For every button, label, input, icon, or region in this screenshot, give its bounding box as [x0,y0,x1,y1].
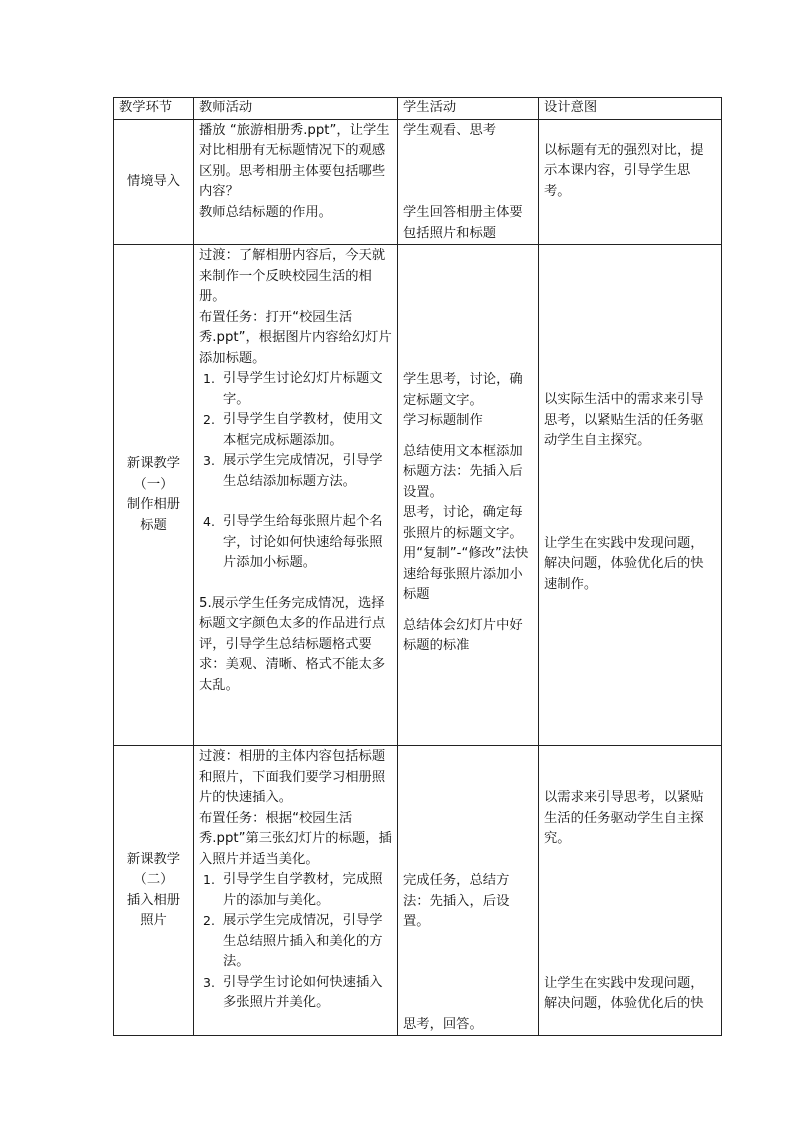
spacer [403,432,533,442]
teacher-step-list [199,369,392,574]
spacer [544,246,716,390]
spacer [403,606,533,616]
list-item [199,512,392,574]
list-item [199,410,392,451]
teacher-cell [194,119,398,245]
student-paragraph: 思考，讨论，确定每张照片的标题文字。 [403,505,523,541]
list-number: 2. [203,412,215,427]
student-cell [398,119,539,245]
student-paragraph: 总结体会幻灯片中好标题的标准 [403,617,523,653]
student-paragraph: 用“复制”-“修改”法快速给每张照片添加小标题 [403,546,529,602]
stage-cell [114,746,194,1036]
student-paragraph: 思考，回答。 [403,1016,483,1032]
stage-label: （二） [133,872,174,887]
design-paragraph: 以需求来引导思考，以紧贴生活的任务驱动学生自主探究。 [544,790,704,846]
stage-label: 新课教学 [126,851,181,867]
stage-label: 情境导入 [126,173,181,189]
table-row [114,119,722,245]
student-paragraph: 完成任务，总结方法：先插入，后设置。 [403,873,510,929]
list-number: 1. [203,872,215,887]
list-text: 引导学生讨论如何快速插入多张照片并美化。 [223,974,383,1010]
design-paragraph: 以标题有无的强烈对比，提示本课内容，引导学生思考。 [544,142,704,199]
list-number: 1. [203,371,215,386]
student-paragraph: 学生回答相册主体要包括照片和标题 [403,205,523,241]
spacer [403,246,533,370]
list-number: 2. [203,913,215,928]
student-cell [398,245,539,746]
design-cell [539,245,722,746]
header-row [114,98,722,120]
teacher-cell [194,245,398,746]
stage-label: 制作相册 [126,497,181,512]
list-number: 4. [203,514,215,529]
spacer [544,747,716,788]
student-paragraph: 学生思考，讨论，确定标题文字。 [403,372,523,408]
design-paragraph: 以实际生活中的需求来引导思考，以紧贴生活的任务驱动学生自主探究。 [544,392,704,448]
list-item [199,973,392,1014]
spacer [544,850,716,974]
list-text: 引导学生讨论幻灯片标题文字。 [223,371,383,407]
table-row [114,245,722,746]
list-text: 引导学生给每张照片起个名字，讨论如何快速给每张照片添加小标题。 [223,514,383,570]
stage-cell [114,245,194,746]
design-cell [539,119,722,245]
stage-label: 新课教学 [126,456,181,471]
spacer [544,121,716,141]
teacher-cell [194,746,398,1036]
header-design: 设计意图 [539,98,722,120]
stage-label: 插入相册 [126,892,181,908]
list-item [199,369,392,410]
lesson-plan-table [113,97,722,1036]
student-paragraph: 学习标题制作 [403,413,483,428]
student-paragraph: 学生观看、思考 [403,122,497,138]
teacher-paragraph: 过渡：了解相册内容后，今天就来制作一个反映校园生活的相册。 [199,248,386,304]
header-stage: 教学环节 [114,98,194,120]
spacer [403,933,533,1015]
teacher-paragraph: 5.展示学生任务完成情况，选择标题文字颜色太多的作品进行点评，引导学生总结标题格式要求：美观、清晰、格式不能太多太乱。 [199,595,386,693]
list-number: 3. [203,453,215,468]
teacher-step-list [199,870,392,1014]
list-text: 引导学生自学教材，完成照片的添加与美化。 [223,872,383,908]
table-row [114,746,722,1036]
design-paragraph: 让学生在实践中发现问题，解决问题，体验优化后的快 [544,975,704,1011]
teacher-paragraph: 过渡：相册的主体内容包括标题和照片，下面我们要学习相册照片的快速插入。 [199,749,386,805]
stage-cell [114,119,194,245]
list-number: 3. [203,974,215,990]
spacer [544,452,716,534]
stage-label: 标题 [140,517,167,533]
list-item [199,870,392,911]
stage-label: （一） [133,476,174,492]
list-item [199,911,392,973]
list-text: 引导学生自学教材，使用文本框完成标题添加。 [223,412,383,448]
design-cell [539,746,722,1036]
student-paragraph: 总结使用文本框添加标题方法：先插入后设置。 [403,443,523,500]
teacher-paragraph: 布置任务：打开“校园生活秀.ppt”，根据图片内容给幻灯片添加标题。 [199,309,392,366]
header-student: 学生活动 [398,98,539,120]
teacher-paragraph: 播放 “旅游相册秀.ppt”，让学生对比相册有无标题情况下的观感区别。思考相册主体要包括哪些内容？ [199,122,390,199]
teacher-paragraph: 教师总结标题的作用。 [199,204,332,220]
teacher-paragraph: 布置任务：根据“校园生活秀.ppt”第三张幻灯片的标题，插入照片并适当美化。 [199,810,392,867]
list-text: 展示学生完成情况，引导学生总结照片插入和美化的方法。 [223,913,383,969]
list-item [199,451,392,492]
spacer [403,141,533,203]
student-cell [398,746,539,1036]
spacer [199,574,392,594]
stage-label: 照片 [140,913,167,928]
spacer [403,747,533,871]
header-teacher: 教师活动 [194,98,398,120]
list-text: 展示学生完成情况，引导学生总结添加标题方法。 [223,453,383,489]
design-paragraph: 让学生在实践中发现问题，解决问题，体验优化后的快速制作。 [544,535,704,592]
